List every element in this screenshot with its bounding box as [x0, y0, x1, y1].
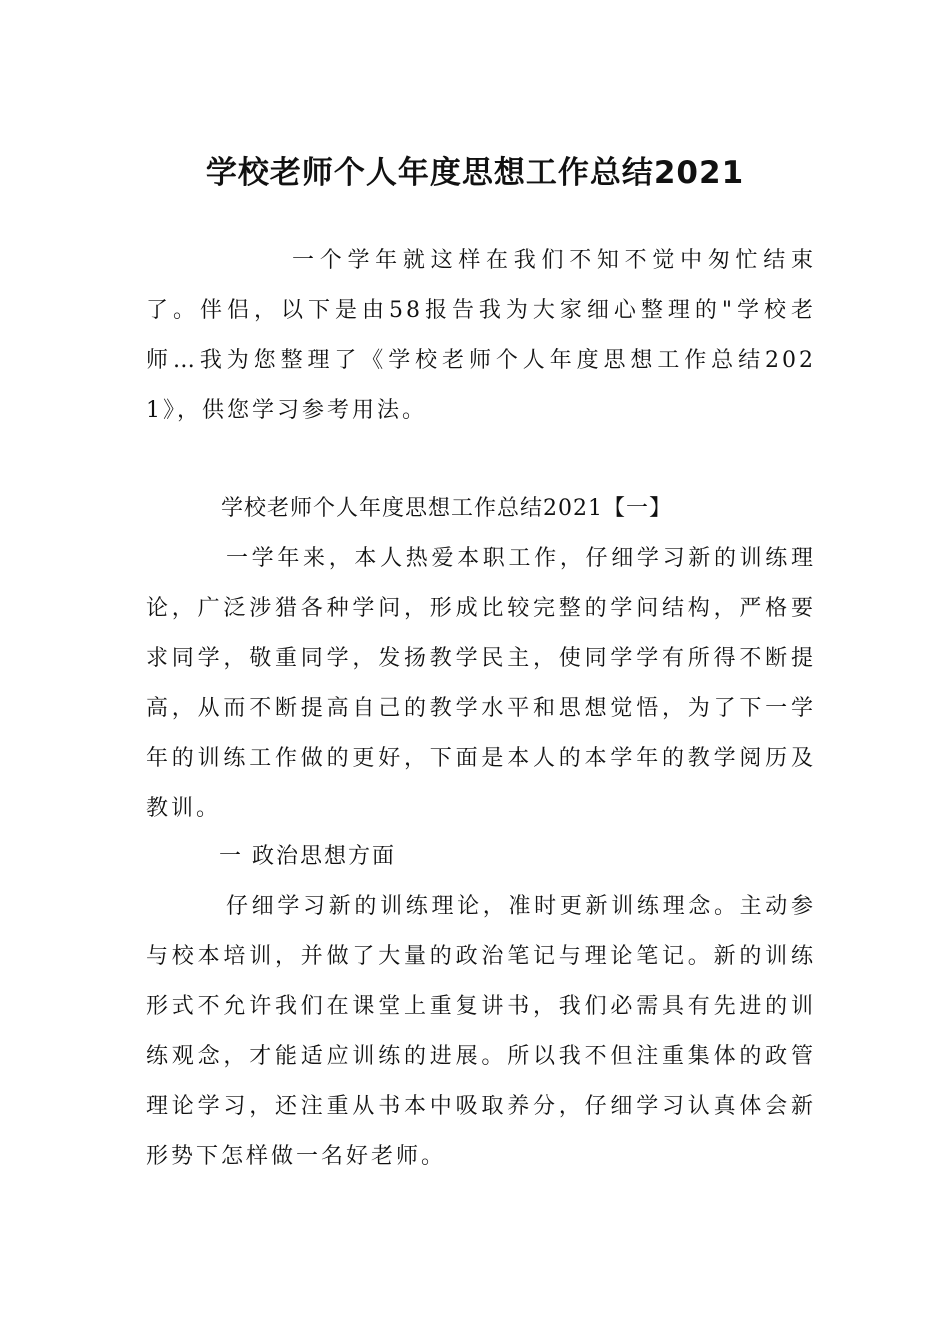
- section-heading: 一 政治思想方面: [219, 844, 396, 869]
- document-title: 学校老师个人年度思想工作总结2021: [205, 154, 745, 191]
- body-paragraph-1: 一学年来，本人热爱本职工作，仔细学习新的训练理论，广泛涉猎各种学问，形成比较完整的学问结构，严格要求同学，敬重同学，发扬教学民主，使同学学有所得不断提高，从而不断提高自己的教学水平和思想觉悟，为了下一学年的训练工作做的更好，下面是本人的本学年的教学阅历及教训。: [146, 546, 816, 821]
- intro-paragraph: 一个学年就这样在我们不知不觉中匆忙结束了。伴侣，以下是由58报告我为大家细心整理的"学校老师…我为您整理了《学校老师个人年度思想工作总结2021》，供您学习参考用法。: [146, 248, 816, 423]
- sub-heading: 学校老师个人年度思想工作总结2021【一】: [221, 496, 672, 521]
- body-paragraph-2: 仔细学习新的训练理论，准时更新训练理念。主动参与校本培训，并做了大量的政治笔记与理论笔记。新的训练形式不允许我们在课堂上重复讲书，我们必需具有先进的训练观念，才能适应训练的进展。所以我不但注重集体的政管理论学习，还注重从书本中吸取养分，仔细学习认真体会新形势下怎样做一名好老师。: [146, 894, 816, 1169]
